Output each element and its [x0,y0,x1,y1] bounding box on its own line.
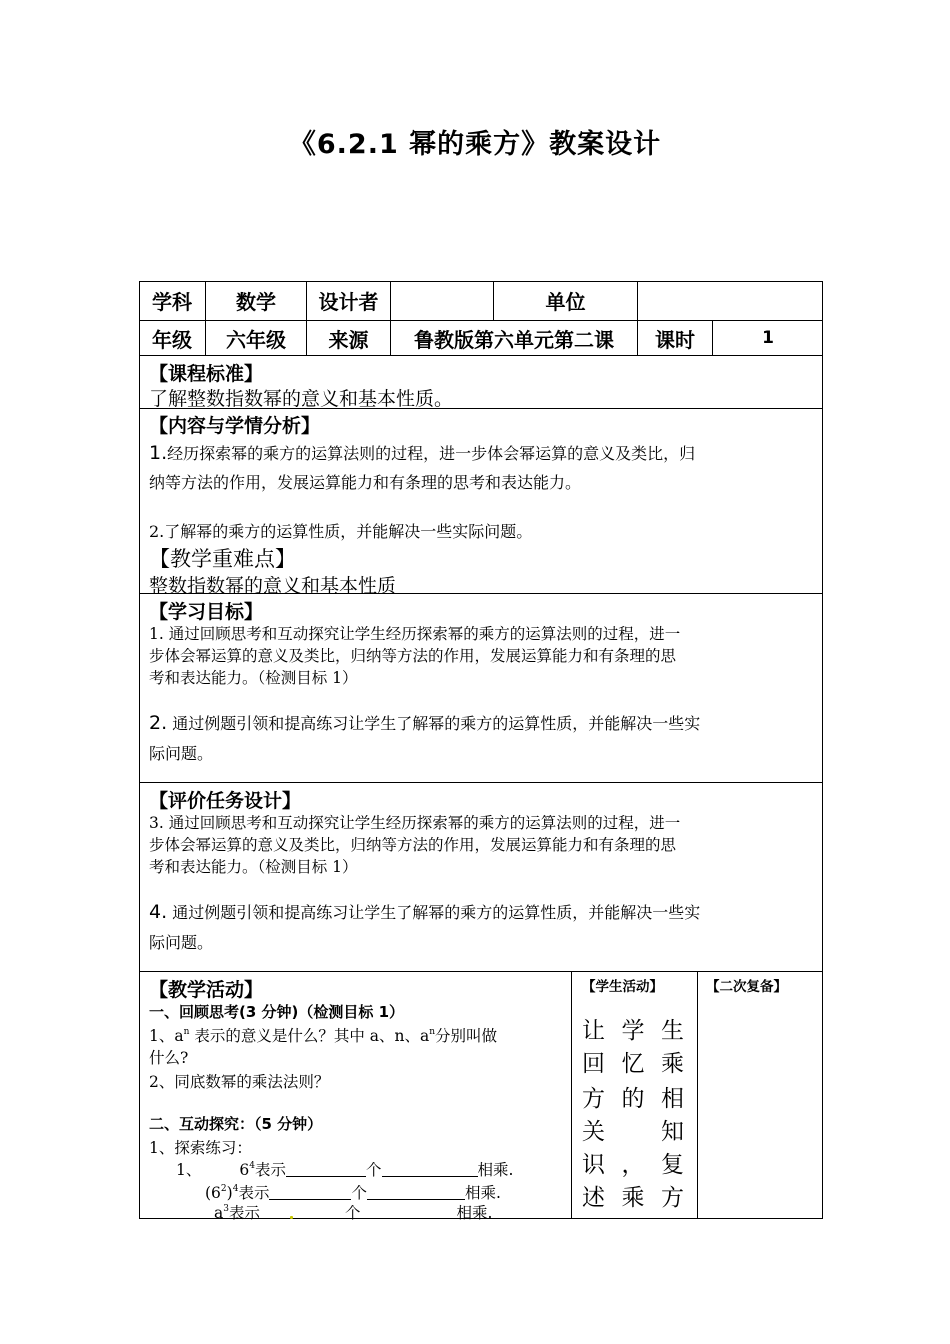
exercise-2: $(6^2)^4$表示 个 相乘. [205,1184,501,1202]
evaluation-2-line1: 通过例题引领和提高练习让学生了解幂的乘方的运算性质，并能解决一些实 [172,903,701,922]
student-activity-line: 关 知 [582,1119,684,1145]
keypoint-heading: 【教学重难点】 [149,547,296,571]
goals-heading: 【学习目标】 [149,601,264,623]
student-activity-line: 回 忆 乘 [582,1051,684,1077]
goal-2-line1: 通过例题引领和提高练习让学生了解幂的乘方的运算性质，并能解决一些实 [172,714,701,733]
student-activity-line: 述 乘 方 [582,1185,684,1211]
analysis-p1-line1: 经历探索幂的乘方的运算法则的过程，进一步体会幂运算的意义及类比，归 [167,444,696,463]
student-activity-line: 方 的 相 [582,1086,684,1112]
goal-1-line3: 考和表达能力。（检测目标 1） [149,669,358,687]
standard-heading: 【课程标准】 [149,363,264,385]
mark-dot [290,1216,293,1219]
evaluation-2 [149,900,700,923]
column-divider [697,971,698,1219]
exercise-3: $a^3$表示 个 相乘. [214,1204,493,1222]
analysis-paragraph-1 [149,441,695,464]
analysis-p1-line2: 纳等方法的作用，发展运算能力和有条理的思考和表达能力。 [149,473,582,492]
analysis-heading: 【内容与学情分析】 [149,415,321,437]
evaluation-1-line2: 步体会幂运算的意义及类比，归纳等方法的作用，发展运算能力和有条理的思 [149,836,677,854]
period-value: 1 [762,328,774,348]
activity-heading: 【教学活动】 [149,979,264,1001]
evaluation-2-number: 4. [149,901,168,923]
unit-value [638,281,823,320]
goal-2 [149,711,700,734]
column-divider [571,971,572,1219]
review-heading: 【二次复备】 [706,979,787,995]
subject-value: 数学 [236,290,276,314]
student-activity-line: 识 ， 复 [582,1152,684,1178]
row-divider [139,782,823,783]
question-1: 1、$a^n$ 表示的意义是什么？其中 a、n、$a^n$分别叫做 [149,1027,498,1045]
grade-value: 六年级 [226,327,286,352]
exercise-1: 1、 $6^4$表示 个 相乘. [176,1161,514,1179]
section-review: 一、回顾思考(3 分钟)（检测目标 1） [149,1003,405,1021]
student-activity-line: 让 学 生 [582,1018,684,1044]
keypoint-text: 整数指数幂的意义和基本性质 [149,575,397,597]
explore-label: 1、探索练习： [149,1139,252,1157]
evaluation-heading: 【评价任务设计】 [149,790,302,812]
source-value: 鲁教版第六单元第二课 [414,327,614,352]
question-1-line2: 什么? [149,1049,189,1067]
question-2: 2、同底数幂的乘法法则？ [149,1073,330,1091]
designer-label: 设计者 [318,290,379,314]
section-explore: 二、互动探究：（5 分钟） [149,1115,323,1133]
evaluation-1-line3: 考和表达能力。（检测目标 1） [149,858,358,876]
evaluation-1-line1: 3. 通过回顾思考和互动探究让学生经历探索幂的乘方的运算法则的过程，进一 [149,814,681,832]
analysis-paragraph-2: 2.了解幂的乘方的运算性质，并能解决一些实际问题。 [149,522,533,541]
row-divider [139,355,823,356]
document-title: 《6.2.1 幂的乘方》教案设计 [288,129,662,160]
analysis-p1-number: 1. [149,442,168,464]
designer-value [391,281,493,320]
source-label: 来源 [328,327,369,352]
goal-2-line2: 际问题。 [149,744,214,763]
unit-label: 单位 [545,290,586,314]
row-divider [139,971,823,972]
student-activity-heading: 【学生活动】 [582,979,663,995]
evaluation-2-line2: 际问题。 [149,933,214,952]
standard-text: 了解整数指数幂的意义和基本性质。 [149,388,454,410]
goal-1-line1: 1. 通过回顾思考和互动探究让学生经历探索幂的乘方的运算法则的过程，进一 [149,625,681,643]
goal-1-line2: 步体会幂运算的意义及类比，归纳等方法的作用，发展运算能力和有条理的思 [149,647,677,665]
goal-2-number: 2. [149,712,168,734]
grade-label: 年级 [152,327,192,352]
period-label: 课时 [655,327,695,352]
subject-label: 学科 [152,290,192,314]
